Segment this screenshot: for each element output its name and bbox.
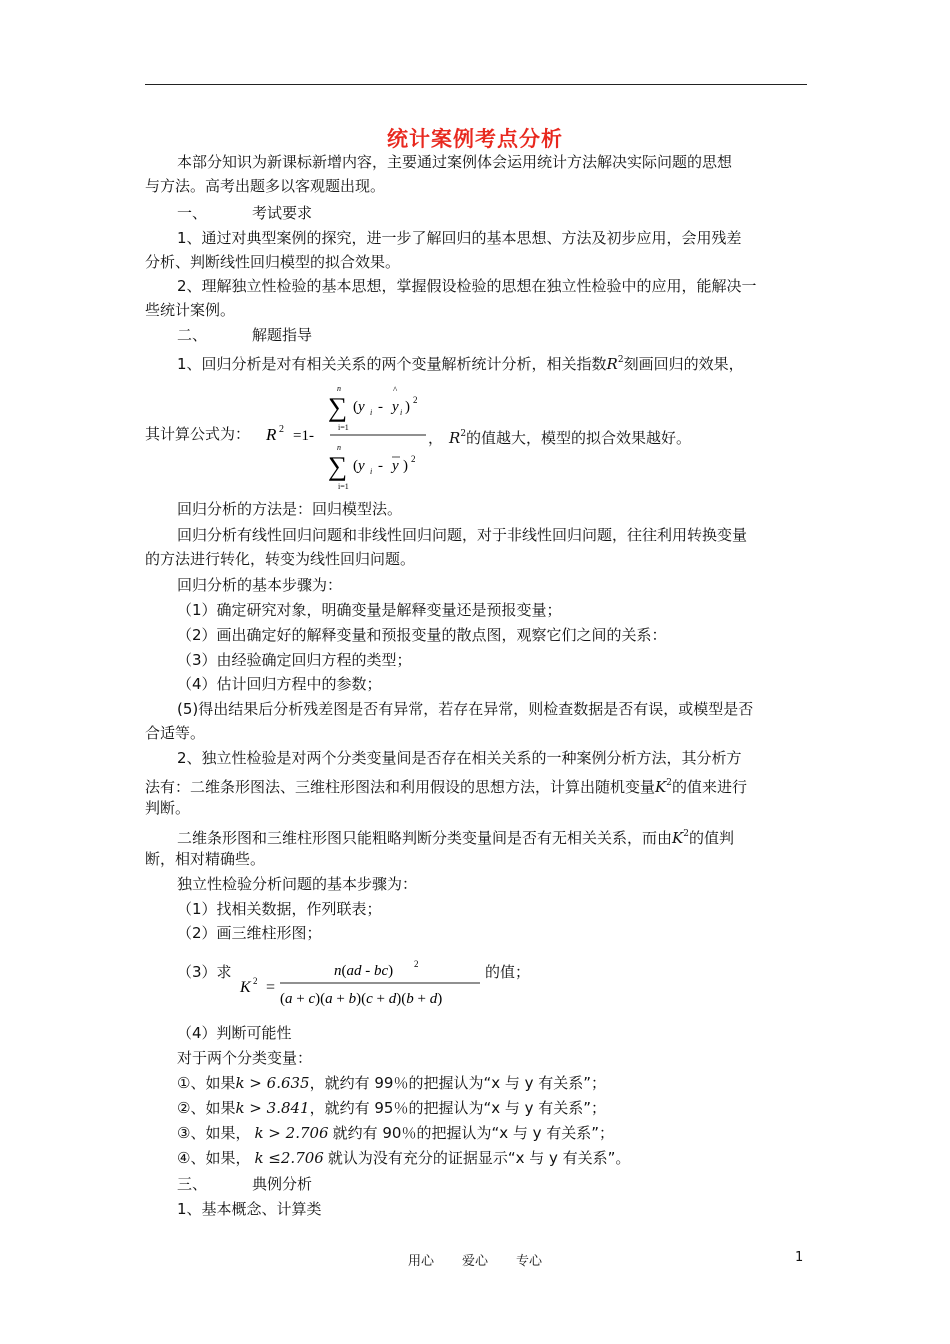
criterion-math: k ≤2.706 [254, 1149, 324, 1167]
criterion-math: k > 3.841 [235, 1099, 310, 1117]
footer: 用心 爱心 专心 [407, 1254, 543, 1269]
svg-text:(y: (y [353, 399, 365, 415]
section-title: 考试要求 [252, 204, 313, 222]
svg-text:R: R [266, 425, 277, 444]
svg-text:n(ad - bc): n(ad - bc) [334, 963, 394, 979]
criterion-2: ②、如果k > 3.841，就约有 95％的把握认为“x 与 y 有关系”； [177, 1099, 607, 1117]
indep-step-3-label: （3）求 [177, 963, 232, 981]
svg-text:i: i [370, 408, 373, 417]
header-rule [145, 84, 807, 85]
svg-text:2: 2 [413, 395, 418, 405]
svg-text:^: ^ [393, 385, 398, 395]
svg-text:2: 2 [279, 424, 284, 435]
svg-text:=: = [266, 979, 276, 996]
k-squared-symbol: $K^2$ [672, 829, 689, 847]
section-heading-2 [145, 323, 839, 347]
requirement-1-line-2: 分析、判断线性回归模型的拟合效果。 [145, 253, 401, 271]
step-1: （1）确定研究对象，明确变量是解释变量还是预报变量； [177, 601, 562, 619]
section-heading-1 [145, 201, 839, 225]
indep-step-2: （2）画三维柱形图； [177, 924, 322, 942]
svg-text:): ) [403, 458, 408, 474]
indep-step-4: （4）判断可能性 [177, 1024, 292, 1042]
requirement-2-line-2: 些统计案例。 [145, 301, 236, 319]
svg-text:y: y [392, 399, 399, 415]
criterion-3: ③、如果， k > 2.706 就约有 90％的把握认为“x 与 y 有关系”； [177, 1124, 615, 1142]
criterion-math: k > 6.635 [235, 1074, 310, 1092]
requirement-1-line-1: 1、通过对典型案例的探究，进一步了解回归的基本思想、方法及初步应用，会用残差 [177, 229, 742, 247]
criterion-1: ①、如果k > 6.635，就约有 99％的把握认为“x 与 y 有关系”； [177, 1074, 607, 1092]
intro-line-2: 与方法。高考出题多以客观题出现。 [145, 177, 386, 195]
section-title: 典例分析 [252, 1175, 313, 1193]
section-number: 一、 [177, 204, 208, 222]
svg-text:i: i [370, 467, 373, 476]
two-vars-title: 对于两个分类变量： [177, 1049, 313, 1067]
section-number: 二、 [177, 326, 208, 344]
criterion-math: k > 2.706 [254, 1124, 329, 1142]
svg-text:i: i [400, 408, 403, 417]
svg-text:n: n [337, 384, 341, 393]
section-title: 解题指导 [252, 326, 313, 344]
svg-text:): ) [405, 399, 410, 415]
step-2: （2）画出确定好的解释变量和预报变量的散点图，观察它们之间的关系： [177, 626, 667, 644]
svg-text:(a + c)(a + b)(c + d)(b + d): (a + c)(a + b)(c + d)(b + d) [280, 991, 443, 1007]
formula-suffix: ， $R^2$的值越大，模型的拟合效果越好。 [428, 429, 692, 447]
step-3: （3）由经验确定回归方程的类型； [177, 651, 412, 669]
svg-text:∑: ∑ [328, 392, 348, 422]
r-squared-formula [258, 380, 438, 495]
requirement-2-line-1: 2、理解独立性检验的基本思想，掌握假设检验的思想在独立性检验中的应用，能解决一 [177, 277, 757, 295]
k-squared-formula [236, 955, 486, 1010]
r-squared-symbol: $R^2$ [606, 355, 624, 373]
independence-line-3: 判断。 [145, 799, 191, 817]
nonlinear-line-2: 的方法进行转化，转变为线性回归问题。 [145, 550, 416, 568]
page-title: 统计案例考点分析 [387, 127, 563, 151]
independence-line-1: 2、独立性检验是对两个分类变量间是否存在相关关系的一种案例分析方法，其分析方 [177, 749, 742, 767]
svg-text:K: K [240, 979, 251, 996]
independence-line-2: 法有：二维条形图法、三维柱形图法和利用假设的思想方法，计算出随机变量$K^2$的值来进行 [145, 778, 747, 796]
formula-prefix: 其计算公式为： [145, 425, 251, 443]
indep-step-1: （1）找相关数据，作列联表； [177, 900, 382, 918]
section-heading-3 [145, 1172, 839, 1196]
guide-1-line: 1、回归分析是对有相关关系的两个变量解析统计分析，相关指数$R^2$刻画回归的效果， [177, 355, 744, 373]
svg-text:n: n [337, 443, 341, 452]
svg-text:=1-: =1- [293, 428, 314, 444]
regression-method: 回归分析的方法是：回归模型法。 [177, 500, 403, 518]
svg-text:y: y [392, 458, 399, 474]
svg-text:2: 2 [414, 959, 419, 969]
intro-line-1: 本部分知识为新课标新增内容，主要通过案例体会运用统计方法解决实际问题的思想 [177, 153, 733, 171]
nonlinear-line-1: 回归分析有线性回归问题和非线性回归问题，对于非线性回归问题，往往利用转换变量 [177, 526, 748, 544]
criterion-4: ④、如果， k ≤2.706 就认为没有充分的证据显示“x 与 y 有关系”。 [177, 1149, 631, 1167]
page-number: 1 [795, 1250, 804, 1265]
basic-concepts: 1、基本概念、计算类 [177, 1200, 322, 1218]
svg-text:(y: (y [353, 458, 365, 474]
svg-text:i=1: i=1 [338, 482, 349, 491]
svg-text:-: - [378, 399, 383, 415]
bar-chart-line-1: 二维条形图和三维柱形图只能粗略判断分类变量间是否有无相关关系，而由$K^2$的值判 [177, 829, 734, 847]
svg-text:∑: ∑ [328, 451, 348, 481]
indep-steps-title: 独立性检验分析问题的基本步骤为： [177, 875, 418, 893]
k-squared-symbol: $K^2$ [655, 778, 672, 796]
step-5-line-2: 合适等。 [145, 724, 206, 742]
indep-step-3-suffix: 的值； [485, 963, 531, 981]
bar-chart-line-2: 断，相对精确些。 [145, 850, 266, 868]
svg-text:-: - [378, 458, 383, 474]
step-4: （4）估计回归方程中的参数； [177, 675, 382, 693]
svg-text:2: 2 [411, 454, 416, 464]
svg-text:2: 2 [253, 976, 258, 986]
section-number: 三、 [177, 1175, 208, 1193]
steps-title: 回归分析的基本步骤为： [177, 576, 343, 594]
step-5-line-1: (5)得出结果后分析残差图是否有异常，若存在异常，则检查数据是否有误，或模型是否 [177, 700, 754, 718]
svg-text:i=1: i=1 [338, 423, 349, 432]
